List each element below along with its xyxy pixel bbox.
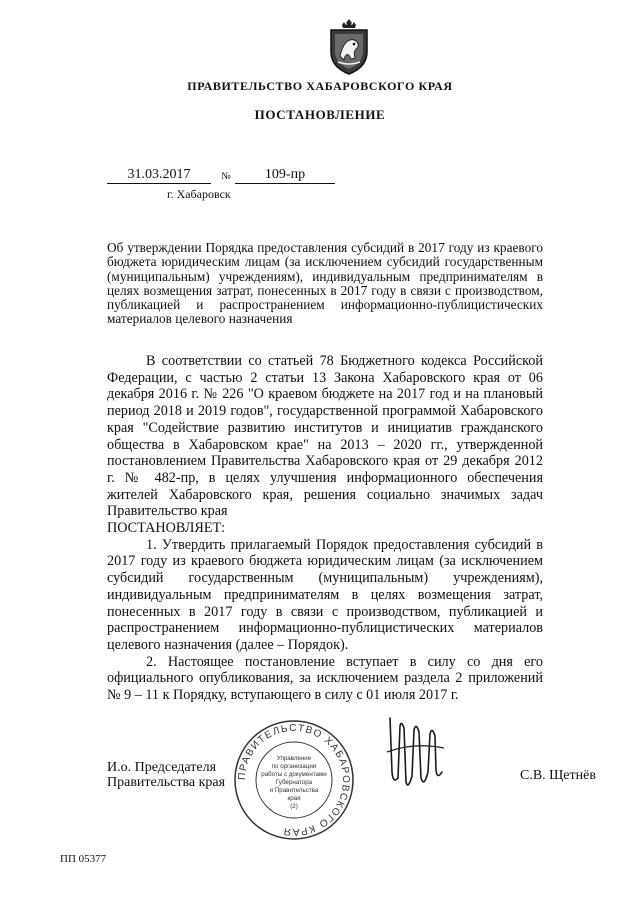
svg-text:по организации: по организации	[271, 763, 317, 770]
document-code: ПП 05377	[60, 853, 107, 865]
stamp-inner-text	[261, 755, 327, 810]
document-body	[107, 353, 543, 704]
preamble-paragraph: В соответствии со статьей 78 Бюджетного кодекса Российской Федерации, с частью 2 статьи 13 Закона Хабаровского края от 06 декабря 2016 г. № 226 "О краевом бюджете на 2017 год и на плановый период 2018 и 2019 годов", государственной программой Хабаровского края "Содействие развитию институтов и инициатив гражданского общества в Хабаровском крае" на 2013 – 2020 гг., утвержденной постановлением Правительства Хабаровского края от 29 декабря 2012 г. № 482-пр, в целях улучшения информационного обеспечения жителей Хабаровского края, решения социально значимых задач Правительство края	[107, 353, 543, 520]
svg-text:Управление: Управление	[276, 755, 312, 762]
signatory-name: С.В. Щетнёв	[520, 768, 596, 783]
coat-of-arms-emblem	[326, 18, 372, 76]
svg-text:Губернатора: Губернатора	[275, 779, 313, 786]
item-1-paragraph: 1. Утвердить прилагаемый Порядок предоставления субсидий в 2017 году из краевого бюджета юридическим лицам (за исключением субсидий государственным (муниципальным) учреждениям), индивидуальным предпринимателям в целях возмещения затрат, понесенных в 2017 году в связи с производством, публикацией и распространением информационно-публицистических материалов целевого назначения (далее – Порядок).	[107, 536, 543, 653]
svg-text:работы с документами: работы с документами	[261, 771, 327, 778]
decree-word: ПОСТАНОВЛЯЕТ:	[107, 520, 226, 537]
signatory-position-line-1: И.о. Председателя	[107, 760, 217, 775]
document-date: 31.03.2017	[107, 166, 211, 184]
item-2-paragraph: 2. Настоящее постановление вступает в силу со дня его официального опубликования, за исключением раздела 2 приложений № 9 – 11 к Порядку, вступающего в силу с 01 июля 2017 г.	[107, 653, 543, 704]
svg-text:края: края	[287, 795, 301, 802]
svg-text:и Правительства: и Правительства	[269, 787, 319, 794]
svg-text:(2): (2)	[290, 803, 298, 810]
government-title: ПРАВИТЕЛЬСТВО ХАБАРОВСКОГО КРАЯ	[187, 79, 453, 93]
city-name: г. Хабаровск	[167, 187, 231, 201]
signatory-position	[107, 760, 225, 790]
official-stamp	[232, 718, 356, 842]
handwritten-signature	[384, 712, 446, 796]
document-number: 109-пр	[235, 166, 335, 184]
signatory-position-line-2: Правительства края	[107, 775, 226, 790]
stamp-outer-text: ПРАВИТЕЛЬСТВО ХАБАРОВСКОГО КРАЯ	[236, 722, 352, 838]
document-subject: Об утверждении Порядка предоставления субсидий в 2017 году из краевого бюджета юридическим лицам (за исключением субсидий государственным (муниципальным) учреждениям), индивидуальным предпринимателям в целях возмещения затрат, понесенных в 2017 году в связи с производством, публикацией и распространением информационно-публицистических материалов целевого назначения	[107, 240, 543, 327]
document-type-title: ПОСТАНОВЛЕНИЕ	[254, 107, 386, 122]
number-sign: №	[221, 171, 231, 182]
